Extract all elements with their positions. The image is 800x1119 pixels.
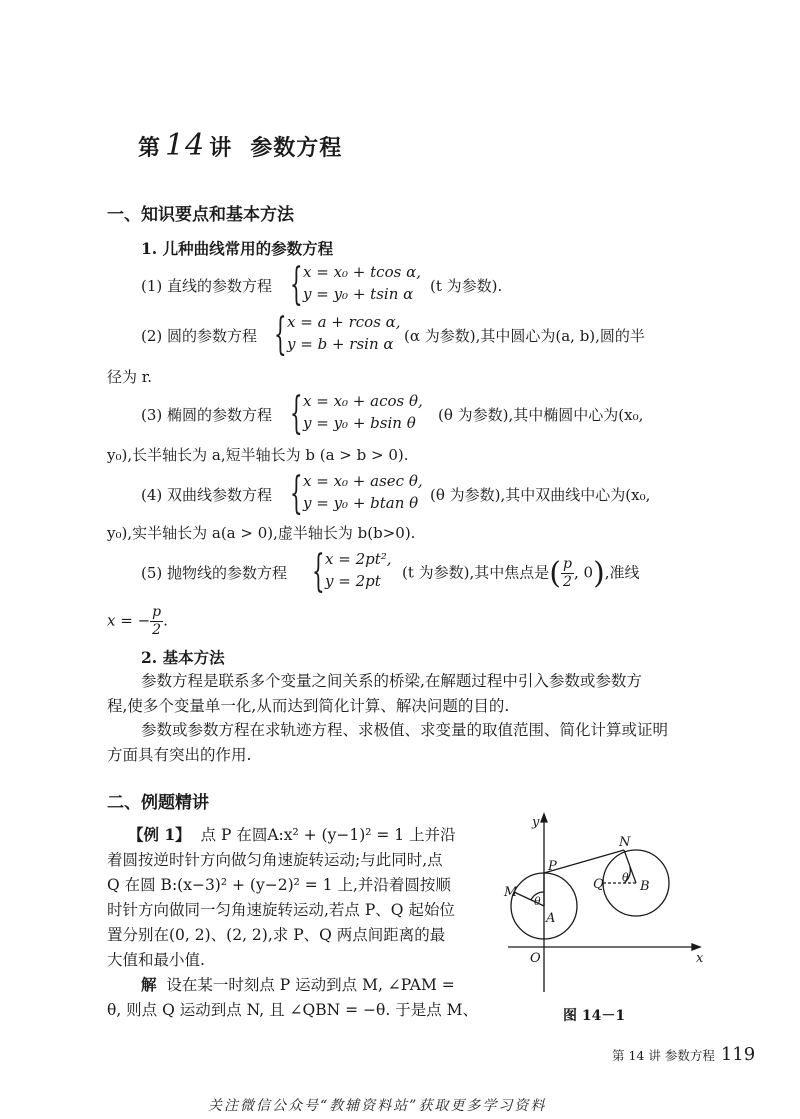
right-paren: ) — [593, 556, 605, 591]
circle-eq1: x = a + rcos α, — [287, 313, 401, 331]
hyperbola-eq-system — [303, 470, 423, 514]
ellipse-eq-label: (3) 椭圆的参数方程 — [141, 406, 273, 424]
page-footer — [612, 1044, 755, 1065]
hyperbola-eq1: x = x₀ + asec θ, — [303, 472, 423, 490]
label-n: N — [619, 835, 631, 850]
ellipse-eq-system — [303, 390, 423, 434]
label-theta-a: θ — [534, 895, 541, 908]
solution-line-2: θ, 则点 Q 运动到点 N, 且 ∠QBN = −θ. 于是点 M、 — [107, 1001, 478, 1019]
label-y: y — [532, 815, 540, 830]
example-text-0: 点 P 在圆A:x² + (y−1)² = 1 上并沿 — [200, 826, 456, 844]
ellipse-eq-note: (θ 为参数),其中椭圆中心为(x₀, — [438, 406, 644, 424]
section1-heading: 一、知识要点和基本方法 — [107, 205, 294, 225]
brace: { — [290, 388, 303, 439]
chapter-suffix: 讲 — [209, 135, 233, 161]
parabola-eq-note: (t 为参数),其中焦点是 — [402, 563, 550, 582]
chapter-prefix: 第 — [138, 135, 162, 161]
brace: { — [312, 546, 325, 597]
y-axis-arrow — [541, 814, 547, 822]
brace: { — [290, 468, 303, 519]
focus-denominator: 2 — [563, 574, 572, 590]
figure-caption: 图 14－1 — [563, 1008, 626, 1024]
chapter-name: 参数方程 — [250, 135, 343, 161]
circle-eq-note: (α 为参数),其中圆心为(a, b),圆的半 — [404, 327, 645, 345]
circle-eq-system — [287, 311, 401, 355]
hyperbola-eq-label: (4) 双曲线参数方程 — [141, 486, 273, 504]
parabola-eq-system — [325, 548, 392, 592]
line-eq1: x = x₀ + tcos α, — [303, 263, 421, 281]
subsection1-heading: 1. 儿种曲线常用的参数方程 — [141, 239, 334, 258]
ellipse-eq-cont: y₀),长半轴长为 a,短半轴长为 b (a > b > 0). — [107, 446, 409, 464]
example-tag: 【例 1】 — [128, 825, 191, 844]
brace: { — [290, 259, 303, 310]
parabola-tail: ,准线 — [604, 563, 640, 582]
ellipse-eq1: x = x₀ + acos θ, — [303, 392, 423, 410]
hyperbola-eq-cont: y₀),实半轴长为 a(a > 0),虚半轴长为 b(b>0). — [107, 524, 416, 542]
figure-14-1 — [500, 812, 710, 1002]
focus-numerator: p — [563, 556, 572, 572]
hyperbola-eq-note: (θ 为参数),其中双曲线中心为(x₀, — [430, 486, 651, 504]
line-eq-system — [303, 261, 421, 305]
parabola-eq2: y = 2pt — [325, 572, 381, 590]
solution-text-0: 设在某一时刻点 P 运动到点 M, ∠PAM = — [166, 976, 455, 994]
ellipse-eq2: y = y₀ + bsin θ — [303, 414, 416, 432]
example-line-5: 置分别在(0, 2)、(2, 2),求 P、Q 两点间距离的最 — [107, 926, 446, 944]
focus-rest: , 0 — [573, 563, 594, 582]
directrix-line — [107, 604, 168, 639]
directrix-fraction — [150, 604, 163, 639]
label-b: B — [640, 879, 650, 894]
watermark: 关注微信公众号“教辅资料站”获取更多学习资料 — [208, 1098, 547, 1114]
parabola-eq1: x = 2pt², — [325, 550, 392, 568]
para2-line2: 方面具有突出的作用. — [107, 746, 252, 764]
example-line-2: 着圆按逆时针方向做匀角速旋转运动;与此同时,点 — [107, 851, 443, 869]
directrix-end: . — [163, 611, 168, 630]
subsection2-heading: 2. 基本方法 — [141, 648, 225, 667]
example-line-4: 时针方向做同一匀角速旋转运动,若点 P、Q 起始位 — [107, 901, 455, 919]
line-eq-label: (1) 直线的参数方程 — [141, 277, 273, 295]
label-o: O — [530, 951, 541, 966]
label-x: x — [696, 951, 704, 966]
left-paren: ( — [549, 556, 561, 591]
para1-line2: 程,使多个变量单一化,从而达到简化计算、解决问题的目的. — [107, 697, 510, 715]
page-number: 119 — [720, 1044, 756, 1065]
para2-line1: 参数或参数方程在求轨迹方程、求极值、求变量的取值范围、简化计算或证明 — [141, 721, 669, 739]
example-line-3: Q 在圆 B:(x−3)² + (y−2)² = 1 上,并沿着圆按顺 — [107, 876, 451, 894]
directrix-pre: x = − — [107, 611, 151, 630]
parabola-focus-line — [402, 556, 640, 591]
line-eq-note: (t 为参数). — [430, 277, 503, 295]
directrix-numerator: p — [152, 604, 162, 620]
example-line-6: 大值和最小值. — [107, 951, 205, 969]
circle-eq-label: (2) 圆的参数方程 — [141, 327, 258, 345]
chapter-number: 14 — [165, 128, 206, 163]
solution-line-1 — [141, 973, 455, 997]
hyperbola-eq2: y = y₀ + btan θ — [303, 494, 419, 512]
section2-heading: 二、例题精讲 — [107, 793, 209, 813]
circle-eq-cont: 径为 r. — [107, 368, 153, 386]
label-a: A — [546, 911, 556, 926]
brace: { — [274, 309, 287, 360]
x-axis-arrow — [692, 944, 700, 950]
circle-eq2: y = b + rsin α — [287, 335, 394, 353]
label-q: Q — [593, 877, 604, 892]
label-p: P — [548, 859, 557, 874]
label-theta-b: θ — [622, 871, 629, 884]
line-eq2: y = y₀ + tsin α — [303, 285, 414, 303]
focus-fraction — [561, 556, 574, 591]
solution-tag: 解 — [141, 975, 157, 994]
example-line-1 — [128, 823, 456, 847]
footer-chapter: 第 14 讲 参数方程 — [612, 1048, 715, 1063]
directrix-denominator: 2 — [152, 622, 162, 638]
label-m: M — [504, 885, 518, 900]
para1-line1: 参数方程是联系多个变量之间关系的桥梁,在解题过程中引入参数或参数方 — [141, 672, 642, 690]
parabola-eq-label: (5) 抛物线的参数方程 — [141, 564, 288, 582]
chapter-title — [138, 128, 342, 163]
